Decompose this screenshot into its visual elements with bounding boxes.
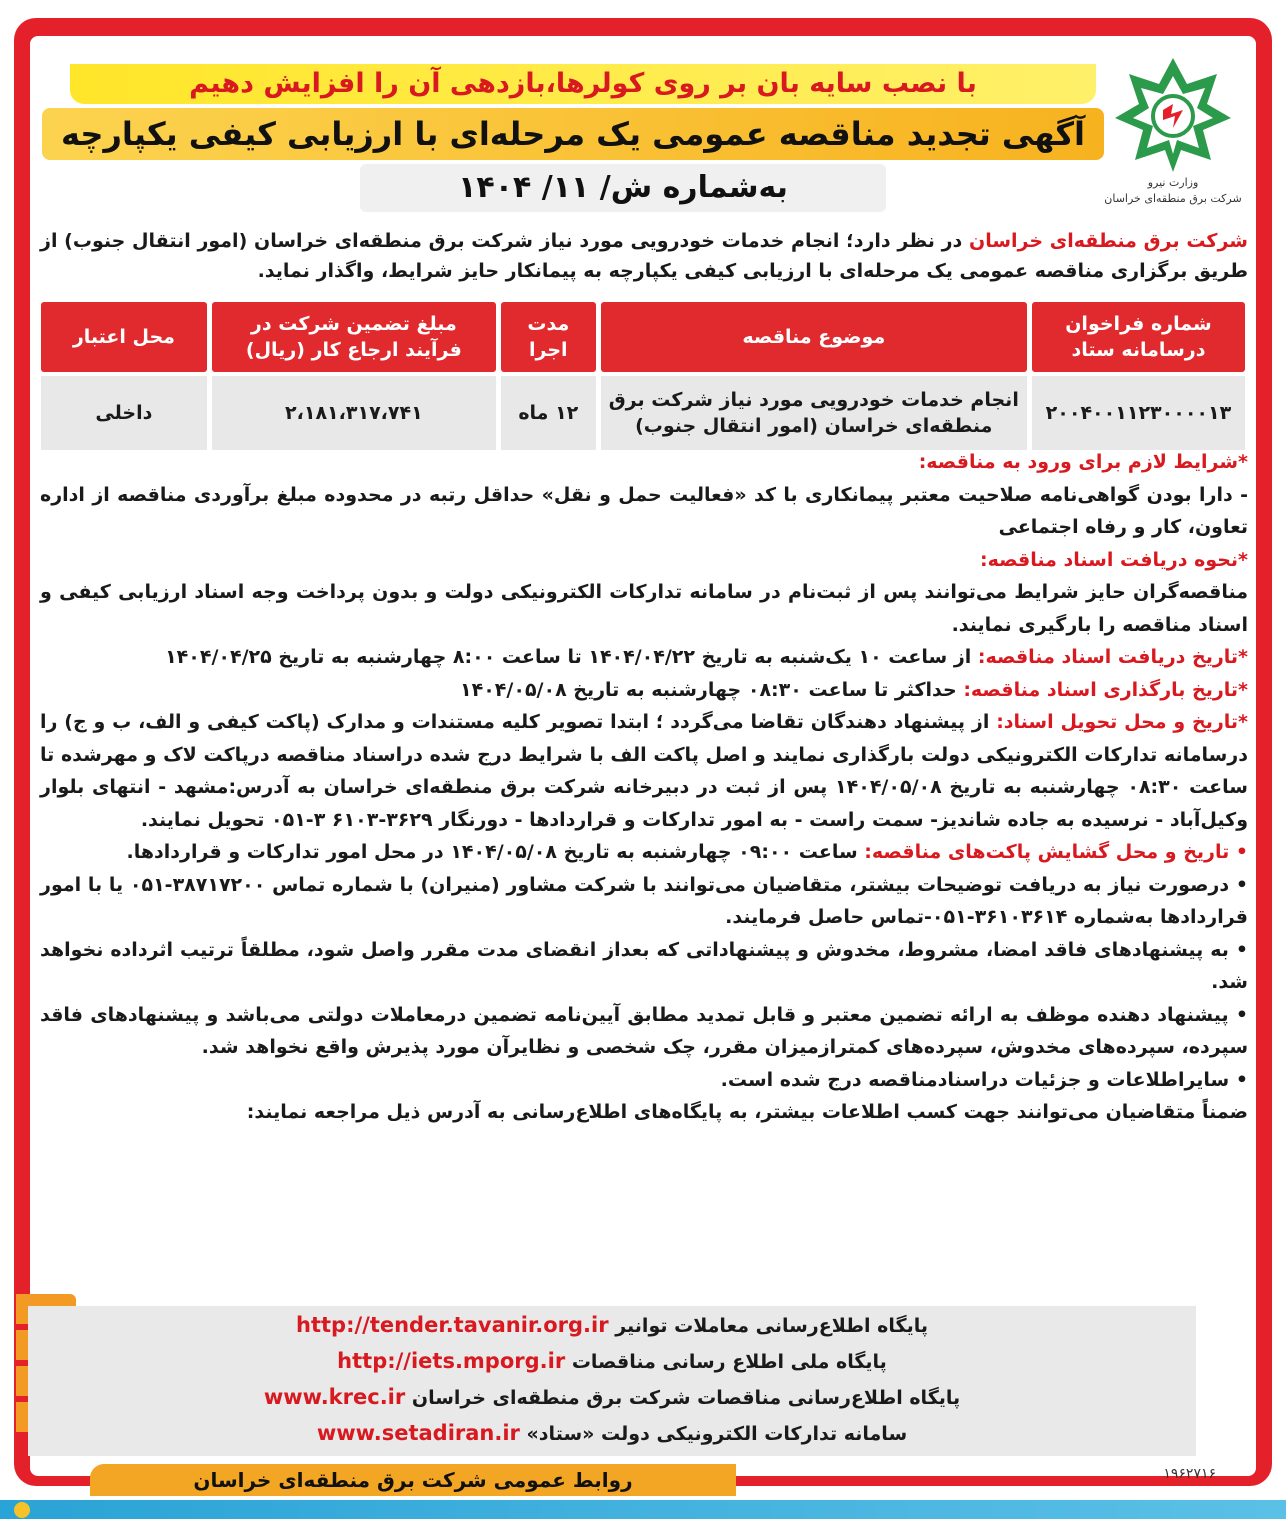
website-label: پایگاه ملی اطلاع رسانی مناقصات bbox=[571, 1351, 887, 1373]
bottom-strip bbox=[0, 1500, 1286, 1519]
notice-number: به‌شماره ش/ ۱۱/ ۱۴۰۴ bbox=[360, 164, 886, 212]
website-url-krec[interactable]: www.krec.ir bbox=[263, 1385, 406, 1409]
note-guarantee: • پیشنهاد دهنده موظف به ارائه تضمین معتبر و قابل تمدید مطابق آیین‌نامه تضمین درمعاملات دولتی می‌باشد و پیشنهادهای فاقد سپرده، سپرده‌های مخدوش، سپرده‌های کمترازمیزان مقرر، چک شخصی و نظایرآن مورد پذیرش واقع نخواهد شد. bbox=[40, 1003, 1248, 1058]
table-row bbox=[41, 376, 1245, 450]
notice-title: آگهی تجدید مناقصه عمومی یک مرحله‌ای با ارزیابی کیفی یکپارچه bbox=[42, 108, 1104, 160]
upload-text: حداکثر تا ساعت ۰۸:۳۰ چهارشنبه به تاریخ ۱۴۰۴/۰۵/۰۸ bbox=[460, 678, 964, 701]
col-subject: موضوع مناقصه bbox=[601, 302, 1027, 372]
website-row-tavanir bbox=[28, 1310, 1196, 1340]
notice-panel bbox=[30, 36, 1256, 1492]
col-call-number: شماره فراخوان درسامانه ستاد bbox=[1032, 302, 1245, 372]
cell-credit: داخلی bbox=[41, 376, 207, 450]
requirements-title: *شرایط لازم برای ورود به مناقصه: bbox=[918, 451, 1248, 473]
cell-guarantee: ۲،۱۸۱،۳۱۷،۷۴۱ bbox=[212, 376, 496, 450]
note-unsigned: • به پیشنهادهای فاقد امضا، مشروط، مخدوش و پیشنهاداتی که بعداز انقضای مدت مقرر واصل شود، مطلقاً ترتیب اثرداده نخواهد شد. bbox=[40, 938, 1248, 993]
col-duration: مدت اجرا bbox=[501, 302, 596, 372]
upload-title: *تاریخ بارگذاری اسناد مناقصه: bbox=[963, 678, 1248, 701]
logo-caption-ministry: وزارت نیرو bbox=[1147, 176, 1199, 189]
upload-dates bbox=[40, 674, 1248, 707]
intro-company: شرکت برق منطقه‌ای خراسان bbox=[969, 230, 1248, 252]
website-label: پایگاه اطلاع‌رسانی مناقصات شرکت برق منطقه‌ای خراسان bbox=[411, 1387, 961, 1409]
contact-info: • درصورت نیاز به دریافت توضیحات بیشتر، متقاضیان می‌توانند با شرکت مشاور (منیران) با شماره تماس ۳۸۷۱۷۲۰۰-۰۵۱ یا با امور قراردادها به‌شماره ۳۶۱۰۳۶۱۴-۰۵۱-تماس حاصل فرمایند. bbox=[40, 873, 1248, 928]
websites-box bbox=[28, 1306, 1196, 1456]
ad-code: ۱۹۶۲۷۱۶ bbox=[1163, 1466, 1216, 1482]
intro-paragraph bbox=[40, 226, 1248, 286]
website-row-krec bbox=[28, 1382, 1196, 1412]
tender-table bbox=[36, 298, 1250, 454]
opening-text: ساعت ۰۹:۰۰ چهارشنبه به تاریخ ۱۴۰۴/۰۵/۰۸ در محل امور تدارکات و قراردادها. bbox=[126, 841, 865, 863]
delivery-title: *تاریخ و محل تحویل اسناد: bbox=[996, 711, 1248, 733]
docs-title: *نحوه دریافت اسناد مناقصه: bbox=[979, 548, 1248, 571]
star-logo-icon bbox=[1113, 54, 1233, 174]
public-relations-footer: روابط عمومی شرکت برق منطقه‌ای خراسان bbox=[90, 1464, 736, 1496]
slogan-banner: با نصب سایه بان بر روی کولرها،بازدهی آن را افزایش دهیم bbox=[70, 64, 1096, 104]
website-label: سامانه تدارکات الکترونیکی دولت «ستاد» bbox=[526, 1423, 908, 1445]
delivery-info bbox=[40, 706, 1248, 836]
receive-dates bbox=[40, 641, 1248, 674]
receive-text: از ساعت ۱۰ یک‌شنبه به تاریخ ۱۴۰۴/۰۴/۲۲ تا ساعت ۸:۰۰ چهارشنبه به تاریخ ۱۴۰۴/۰۴/۲۵ bbox=[165, 646, 978, 668]
cell-duration: ۱۲ ماه bbox=[501, 376, 596, 450]
receive-title: *تاریخ دریافت اسناد مناقصه: bbox=[977, 646, 1248, 668]
intro-text: در نظر دارد؛ انجام خدمات خودرویی مورد نیاز شرکت برق منطقه‌ای خراسان (امور انتقال جنوب) از طریق برگزاری مناقصه عمومی یک مرحله‌ای با ارزیابی کیفی یکپارچه به پیمانکار حایز شرایط، واگذار نماید. bbox=[40, 230, 1248, 282]
docs-text: مناقصه‌گران حایز شرایط می‌توانند پس از ثبت‌نام در سامانه تدارکات الکترونیکی دولت و بدون پرداخت وجه اسناد ارزیابی کیفی و اسناد مناقصه را بارگیری نمایند. bbox=[40, 581, 1248, 636]
cell-subject: انجام خدمات خودرویی مورد نیاز شرکت برق منطقه‌ای خراسان (امور انتقال جنوب) bbox=[601, 376, 1027, 450]
conditions-body bbox=[40, 446, 1248, 1129]
delivery-text: از پیشنهاد دهندگان تقاضا می‌گردد ؛ ابتدا تصویر کلیه مستندات و مدارک (پاکت کیفی و الف، ب و ج) را درسامانه تدارکات الکترونیکی دولت بارگذاری نمایند و اصل پاکت الف با شرایط درج شده دراسناد مناقصه درپاکت لاک و مهرشده تا ساعت ۰۸:۳۰ چهارشنبه به تاریخ ۱۴۰۴/۰۵/۰۸ پس از ثبت در دبیرخانه شرکت برق منطقه‌ای خراسان به آدرس:مشهد - انتهای بلوار وکیل‌آباد - نرسیده به جاده شاندیز- سمت راست - به امور تدارکات و قراردادها - دورنگار ۳۶۲۹-۶۱۰۳ ۳-۰۵۱ تحویل نمایند. bbox=[40, 711, 1248, 831]
table-header-row bbox=[41, 302, 1245, 372]
requirements-text: - دارا بودن گواهی‌نامه صلاحیت معتبر پیمانکاری با کد «فعالیت حمل و نقل» حداقل رتبه در محدوده مبلغ برآوردی مناقصه از اداره تعاون، کار و رفاه اجتماعی bbox=[40, 483, 1248, 538]
note-details: • سایراطلاعات و جزئیات دراسنادمناقصه درج شده است. bbox=[720, 1068, 1248, 1091]
website-url-tavanir[interactable]: http://tender.tavanir.org.ir bbox=[296, 1313, 609, 1337]
opening-title: • تاریخ و محل گشایش پاکت‌های مناقصه: bbox=[864, 841, 1248, 863]
note-websites: ضمناً متقاضیان می‌توانند جهت کسب اطلاعات بیشتر، به پایگاه‌های اطلاع‌رسانی به آدرس ذیل مراجعه نمایند: bbox=[246, 1101, 1248, 1123]
col-credit: محل اعتبار bbox=[41, 302, 207, 372]
website-row-setad bbox=[28, 1418, 1196, 1448]
website-row-iets bbox=[28, 1346, 1196, 1376]
strip-dot-icon bbox=[14, 1502, 30, 1518]
logo-caption-company: شرکت برق منطقه‌ای خراسان bbox=[1104, 192, 1242, 205]
col-guarantee: مبلغ تضمین شرکت در فرآیند ارجاع کار (ریال) bbox=[212, 302, 496, 372]
cell-call-number: ۲۰۰۴۰۰۱۱۲۳۰۰۰۰۱۳ bbox=[1032, 376, 1245, 450]
ministry-logo bbox=[1098, 54, 1248, 229]
website-url-iets[interactable]: http://iets.mporg.ir bbox=[337, 1349, 566, 1373]
website-label: پایگاه اطلاع‌رسانی معاملات توانیر bbox=[615, 1315, 928, 1337]
website-url-setad[interactable]: www.setadiran.ir bbox=[316, 1421, 520, 1445]
opening-info bbox=[40, 836, 1248, 869]
